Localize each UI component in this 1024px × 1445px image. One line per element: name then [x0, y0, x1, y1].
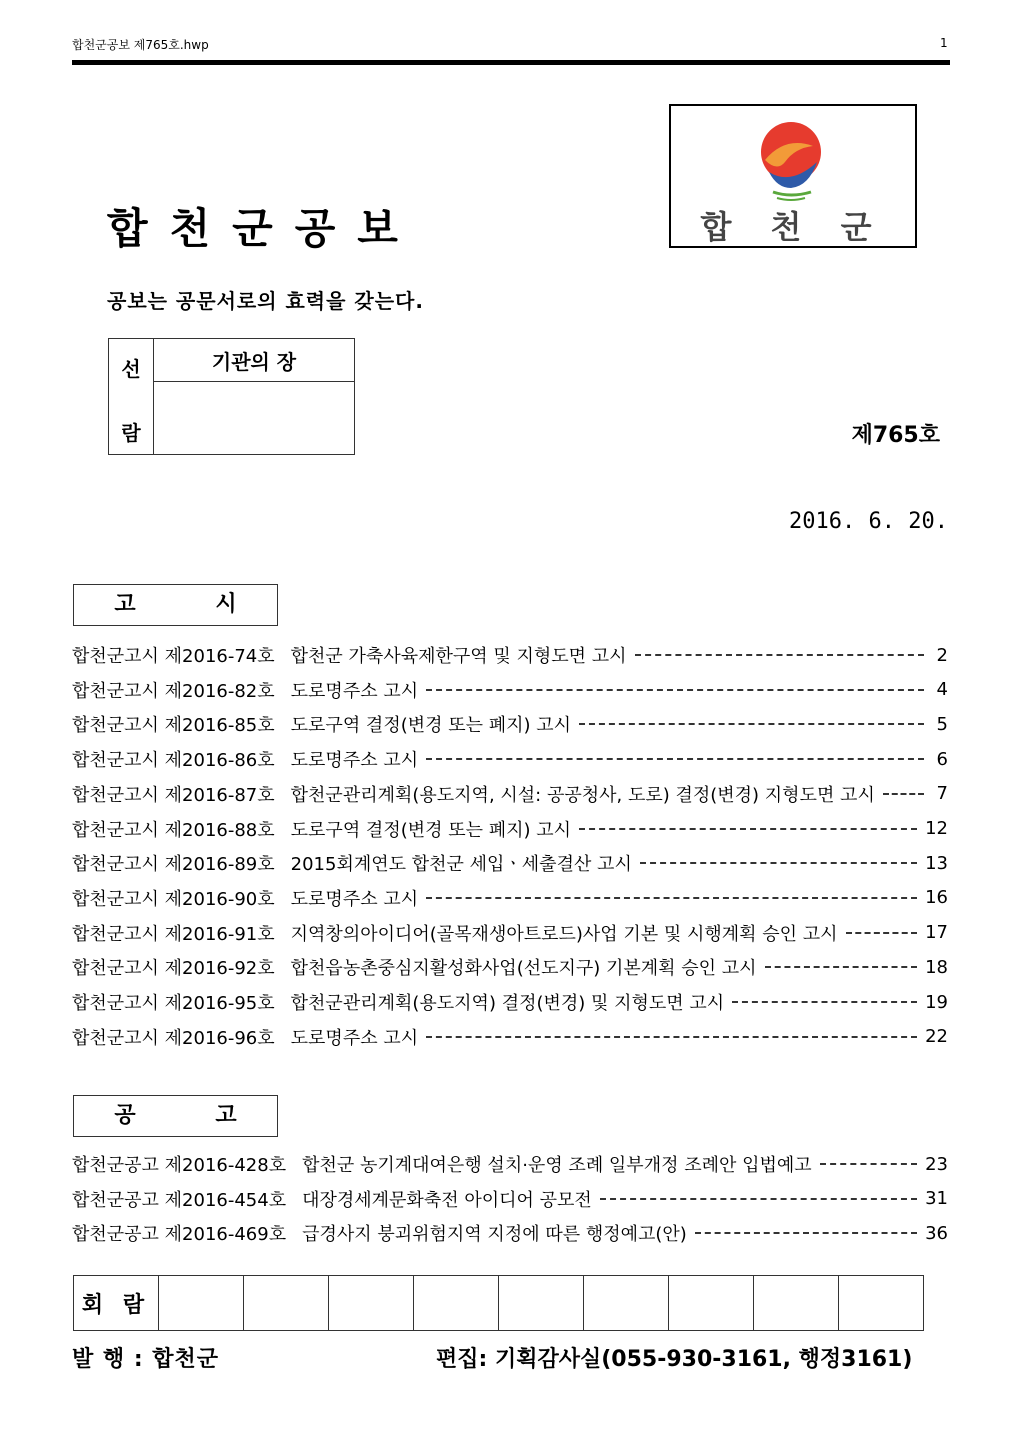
- toc-page-number: 31: [925, 1188, 948, 1209]
- seonram-head: 기관의 장: [154, 339, 355, 382]
- toc-page-number: 22: [925, 1026, 948, 1048]
- toc-title: 도로명주소 고시: [290, 1027, 419, 1049]
- header-page-number: 1: [940, 36, 948, 50]
- toc-number: 합천군고시 제2016-85호: [72, 715, 275, 737]
- toc-entry[interactable]: [72, 1022, 948, 1052]
- circulation-signature-cell: [499, 1276, 584, 1331]
- toc-title: 합천군관리계획(용도지역, 시설: 공공청사, 도로) 결정(변경) 지형도면 고시: [290, 784, 875, 806]
- toc-number: 합천군고시 제2016-74호: [72, 646, 275, 667]
- page-title: 합천군공보: [107, 204, 420, 253]
- circulation-signature-cell: [244, 1276, 329, 1331]
- toc-page-number: 23: [925, 1153, 948, 1175]
- toc-number: 합천군고시 제2016-90호: [72, 888, 275, 910]
- toc-title: 도로구역 결정(변경 또는 폐지) 고시: [290, 715, 572, 737]
- toc-entry[interactable]: [72, 952, 948, 982]
- toc-entry[interactable]: [72, 918, 948, 948]
- toc-leader: [695, 1232, 917, 1234]
- toc-leader: [600, 1198, 917, 1200]
- toc-page-number: 7: [936, 783, 948, 805]
- toc-leader: [846, 932, 918, 934]
- toc-leader: [579, 828, 917, 830]
- toc-title: 합천군관리계획(용도지역) 결정(변경) 및 지형도면 고시: [290, 993, 725, 1014]
- toc-page-number: 12: [925, 818, 948, 839]
- toc-number: 합천군고시 제2016-89호: [72, 854, 275, 876]
- toc-entry[interactable]: [72, 709, 948, 739]
- circulation-signature-cell: [329, 1276, 414, 1331]
- toc-title: 도로명주소 고시: [290, 750, 419, 772]
- logo-county-name: 합 천 군: [700, 208, 886, 246]
- toc-number: 합천군공고 제2016-454호: [72, 1189, 287, 1211]
- toc-title: 대장경세계문화축전 아이디어 공모전: [302, 1189, 592, 1211]
- circulation-signature-cell: [669, 1276, 754, 1331]
- toc-title: 급경사지 붕괴위험지역 지정에 따른 행정예고(안): [302, 1224, 687, 1245]
- toc-number: 합천군고시 제2016-86호: [72, 750, 275, 772]
- toc-entry[interactable]: [72, 640, 948, 670]
- toc-leader: [426, 758, 924, 760]
- toc-leader: [426, 689, 924, 691]
- toc-entry[interactable]: [72, 1149, 948, 1179]
- circulation-label: 회 람: [74, 1276, 159, 1331]
- toc-page-number: 17: [925, 922, 948, 944]
- toc-leader: [640, 862, 917, 864]
- circulation-signature-cell: [839, 1276, 924, 1331]
- seonram-signature-cell: [154, 382, 355, 455]
- seonram-char-2: 람: [121, 421, 141, 445]
- issue-date: 2016. 6. 20.: [789, 509, 948, 534]
- toc-number: 합천군고시 제2016-82호: [72, 680, 275, 702]
- seonram-table: [108, 338, 355, 455]
- toc-leader: [820, 1163, 917, 1165]
- toc-entry[interactable]: [72, 675, 948, 705]
- seonram-label: [109, 339, 154, 455]
- toc-leader: [883, 793, 924, 795]
- section-gosi-heading: 고 시: [73, 584, 278, 626]
- toc-number: 합천군고시 제2016-91호: [72, 923, 275, 945]
- header-rule: [72, 60, 950, 65]
- toc-leader: [579, 723, 924, 725]
- toc-leader: [426, 897, 917, 899]
- toc-entry[interactable]: [72, 987, 948, 1017]
- toc-title: 합천군 농기계대여은행 설치·운영 조례 일부개정 조례안 입법예고: [302, 1155, 812, 1176]
- toc-entry[interactable]: [72, 1184, 948, 1214]
- toc-title: 지역창의아이디어(골목재생아트로드)사업 기본 및 시행계획 승인 고시: [290, 923, 838, 945]
- toc-entry[interactable]: [72, 848, 948, 878]
- toc-page-number: 6: [936, 748, 948, 770]
- toc-entry[interactable]: [72, 883, 948, 913]
- toc-number: 합천군고시 제2016-96호: [72, 1027, 275, 1049]
- circulation-signature-cell: [584, 1276, 669, 1331]
- toc-entry[interactable]: [72, 1218, 948, 1248]
- toc-title: 도로구역 결정(변경 또는 폐지) 고시: [290, 819, 572, 841]
- toc-number: 합천군고시 제2016-88호: [72, 819, 275, 841]
- editor-contact: 편집: 기획감사실(055-930-3161, 행정3161): [436, 1347, 913, 1372]
- header-filename: 합천군공보 제765호.hwp: [72, 38, 209, 52]
- toc-entry[interactable]: [72, 744, 948, 774]
- page-subtitle: 공보는 공문서로의 효력을 갖는다.: [107, 289, 424, 313]
- toc-number: 합천군공고 제2016-469호: [72, 1224, 287, 1245]
- toc-number: 합천군고시 제2016-95호: [72, 993, 275, 1014]
- toc-page-number: 13: [925, 852, 948, 874]
- toc-title: 합천읍농촌중심지활성화사업(선도지구) 기본계획 승인 고시: [290, 958, 757, 980]
- circulation-signature-cell: [414, 1276, 499, 1331]
- toc-page-number: 5: [936, 713, 948, 735]
- toc-page-number: 4: [936, 679, 948, 701]
- toc-page-number: 16: [925, 887, 948, 909]
- toc-number: 합천군공고 제2016-428호: [72, 1155, 287, 1176]
- circulation-signature-cell: [754, 1276, 839, 1331]
- toc-title: 도로명주소 고시: [290, 680, 419, 702]
- county-emblem-icon: [755, 116, 827, 202]
- toc-entry[interactable]: [72, 814, 948, 844]
- toc-title: 합천군 가축사육제한구역 및 지형도면 고시: [290, 646, 627, 667]
- toc-leader: [765, 966, 918, 968]
- toc-page-number: 18: [925, 956, 948, 978]
- toc-entry[interactable]: [72, 779, 948, 809]
- issue-number: 제765호: [851, 423, 940, 448]
- toc-page-number: 19: [925, 991, 948, 1013]
- circulation-table: [73, 1275, 924, 1331]
- section-gonggo-heading: 공 고: [73, 1095, 278, 1137]
- toc-page-number: 36: [925, 1222, 948, 1244]
- toc-title: 2015회계연도 합천군 세입ㆍ세출결산 고시: [290, 854, 632, 876]
- circulation-signature-cell: [159, 1276, 244, 1331]
- seonram-char-1: 선: [121, 357, 141, 381]
- toc-page-number: 2: [936, 644, 948, 666]
- toc-leader: [732, 1001, 917, 1003]
- publisher: 발 행 : 합천군: [72, 1347, 220, 1372]
- toc-leader: [635, 654, 924, 656]
- toc-number: 합천군고시 제2016-92호: [72, 958, 275, 980]
- toc-leader: [426, 1036, 917, 1038]
- toc-number: 합천군고시 제2016-87호: [72, 784, 275, 806]
- county-logo: [669, 104, 917, 248]
- toc-title: 도로명주소 고시: [290, 888, 419, 910]
